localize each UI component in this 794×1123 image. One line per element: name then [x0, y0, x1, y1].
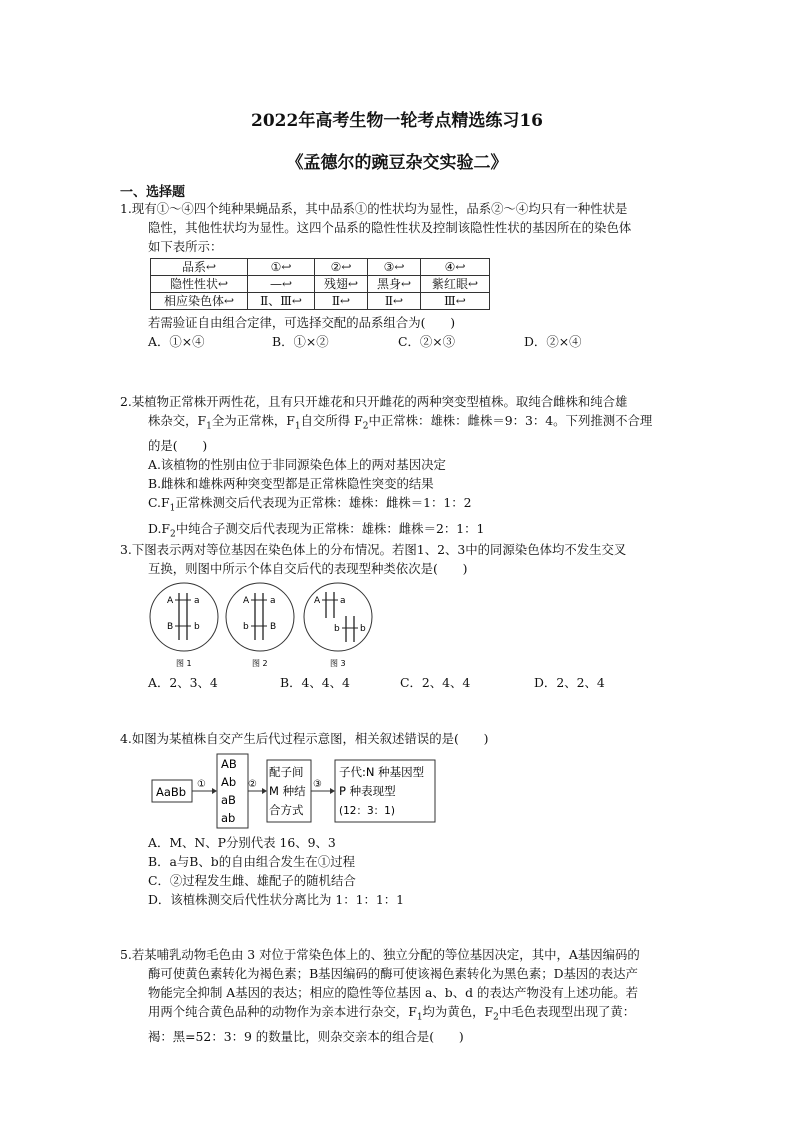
- table-cell: ②↩: [315, 259, 368, 276]
- table-row: [151, 293, 490, 310]
- question-2: [120, 392, 700, 544]
- table-cell: ④↩: [421, 259, 490, 276]
- box-text: (12：3：1): [339, 805, 395, 817]
- question-4: [120, 729, 700, 748]
- q4-stem: 4.如图为某植株自交产生后代过程示意图，相关叙述错误的是( ): [120, 731, 489, 746]
- option-b: B.雌株和雄株两种突变型都是正常株隐性突变的结果: [148, 476, 434, 492]
- q3-options: [120, 673, 700, 692]
- option-d: D．该植株测交后代性状分离比为 1：1：1：1: [148, 892, 405, 907]
- option-a: A．2、3、4: [148, 675, 218, 690]
- table-row: [151, 259, 490, 276]
- q1-stem: 若需验证自由组合定律，可选择交配的品系组合为( ): [148, 315, 456, 330]
- option-b: B．a与B、b的自由组合发生在①过程: [148, 854, 355, 869]
- gene-label: A: [167, 596, 174, 606]
- document-title: 2022年高考生物一轮考点精选练习16: [251, 111, 543, 131]
- figure-3: [304, 583, 372, 668]
- box-text: M 种结: [269, 784, 306, 798]
- q2-line: 株杂交，$F_1$全为正常株，$F_1$自交所得 $F_2$中正常株：雄株：雌株＝9：3：4。下列推测不合理: [148, 413, 653, 432]
- gene-label: b: [334, 624, 340, 634]
- step-label: ③: [313, 779, 322, 790]
- table-row: [151, 276, 490, 293]
- option-c: C．②过程发生雌、雄配子的随机结合: [148, 873, 356, 888]
- figure-2: [226, 583, 294, 668]
- document-subtitle: 《孟德尔的豌豆杂交实验二》: [286, 153, 508, 173]
- box-text: 配子间: [269, 765, 304, 779]
- gene-label: B: [270, 622, 277, 632]
- gamete-label: Ab: [221, 775, 237, 789]
- box-text: 子代:N 种基因型: [339, 765, 425, 779]
- step-label: ②: [248, 779, 257, 790]
- question-5: [120, 945, 700, 1046]
- option-c: C．②×③: [398, 334, 456, 349]
- q1-line: 1.现有①～④四个纯种果蝇品系，其中品系①的性状均为显性，品系②～④均只有一种性状是: [120, 201, 628, 216]
- q2-line: 2.某植物正常株开两性花，且有只开雄花和只开雌花的两种突变型植株。取纯合雌株和纯合雄: [120, 394, 628, 409]
- q4-options: [120, 833, 700, 909]
- q1-line: 如下表所示：: [148, 239, 223, 254]
- option-a: A．M、N、P分别代表 16、9、3: [148, 835, 336, 850]
- q5-line: 褐：黑=52：3：9 的数量比，则杂交亲本的组合是( ): [148, 1029, 464, 1045]
- cell-circle: [226, 583, 294, 651]
- gene-label: b: [194, 622, 200, 632]
- figure-1: [150, 583, 218, 668]
- q1-table: [150, 258, 490, 310]
- gene-label: a: [340, 596, 346, 606]
- gene-label: A: [243, 596, 250, 606]
- gamete-label: aB: [221, 793, 236, 807]
- q1-line: 隐性，其他性状均为显性。这四个品系的隐性性状及控制该隐性性状的基因所在的染色体: [148, 220, 632, 235]
- gene-label: B: [167, 622, 174, 632]
- gamete-label: ab: [221, 811, 236, 825]
- option-b: B．4、4、4: [280, 675, 350, 690]
- q3-figure: [148, 578, 388, 670]
- genotype-label: AaBb: [156, 785, 187, 799]
- box-text: P 种表现型: [339, 784, 396, 798]
- q5-line: 用两个纯合黄色品种的动物作为亲本进行杂交，$F_1$均为黄色，$F_2$中毛色表现型出现了黄：: [148, 1004, 636, 1023]
- gene-label: A: [314, 596, 321, 606]
- table-cell: Ⅱ、Ⅲ↩: [248, 293, 315, 310]
- q2-line: 的是( ): [148, 438, 208, 454]
- q1-options: [120, 332, 700, 351]
- step-label: ①: [197, 779, 206, 790]
- table-cell: Ⅱ↩: [315, 293, 368, 310]
- table-cell: 隐性性状↩: [151, 276, 248, 293]
- question-3: [120, 540, 700, 578]
- option-c: $C.F_1$正常株测交后代表现为正常株：雄株：雌株＝1：1：2: [148, 495, 472, 514]
- cell-circle: [304, 583, 372, 651]
- table-cell: 紫红眼↩: [421, 276, 490, 293]
- section-heading: 一、选择题: [120, 185, 186, 200]
- table-cell: 品系↩: [151, 259, 248, 276]
- option-d: D．2、2、4: [534, 675, 605, 690]
- table-cell: 相应染色体↩: [151, 293, 248, 310]
- box-text: 合方式: [269, 803, 304, 817]
- table-cell: ①↩: [248, 259, 315, 276]
- q5-line: 5.若某哺乳动物毛色由 3 对位于常染色体上的、独立分配的等位基因决定，其中，A基因编码的: [120, 947, 640, 962]
- q3-line: 3.下图表示两对等位基因在染色体上的分布情况。若图1、2、3中的同源染色体均不发生交叉: [120, 542, 627, 557]
- option-d: $D.F_2$中纯合子测交后代表现为正常株：雄株：雌株＝2：1：1: [148, 520, 485, 540]
- option-a: A.该植物的性别由位于非同源染色体上的两对基因决定: [148, 457, 446, 473]
- q3-options-wrap: [120, 673, 700, 692]
- option-c: C．2、4、4: [400, 675, 471, 690]
- option-a: A．①×④: [148, 334, 205, 349]
- cell-circle: [150, 583, 218, 651]
- option-b: B．①×②: [272, 334, 329, 349]
- q4-diagram: [150, 752, 440, 832]
- gene-label: b: [360, 624, 366, 634]
- gamete-label: AB: [221, 757, 237, 771]
- q3-line: 互换，则图中所示个体自交后代的表现型种类依次是( ): [148, 561, 468, 576]
- table-cell: 黑身↩: [368, 276, 421, 293]
- gene-label: a: [270, 596, 276, 606]
- figure-caption: 图 3: [330, 659, 346, 668]
- option-d: D．②×④: [524, 334, 582, 349]
- table-cell: Ⅱ↩: [368, 293, 421, 310]
- table-cell: —↩: [248, 276, 315, 293]
- table-cell: Ⅲ↩: [421, 293, 490, 310]
- q5-line: 酶可使黄色素转化为褐色素；B基因编码的酶可使该褐色素转化为黑色素；D基因的表达产: [148, 966, 638, 981]
- figure-caption: 图 2: [252, 659, 268, 668]
- question-1: [120, 199, 700, 351]
- q5-line: 物能完全抑制 A基因的表达；相应的隐性等位基因 a、b、d 的表达产物没有上述功能。若: [148, 985, 639, 1000]
- table-cell: 残翅↩: [315, 276, 368, 293]
- figure-caption: 图 1: [176, 659, 192, 668]
- table-cell: ③↩: [368, 259, 421, 276]
- gene-label: a: [194, 596, 200, 606]
- gene-label: b: [243, 622, 249, 632]
